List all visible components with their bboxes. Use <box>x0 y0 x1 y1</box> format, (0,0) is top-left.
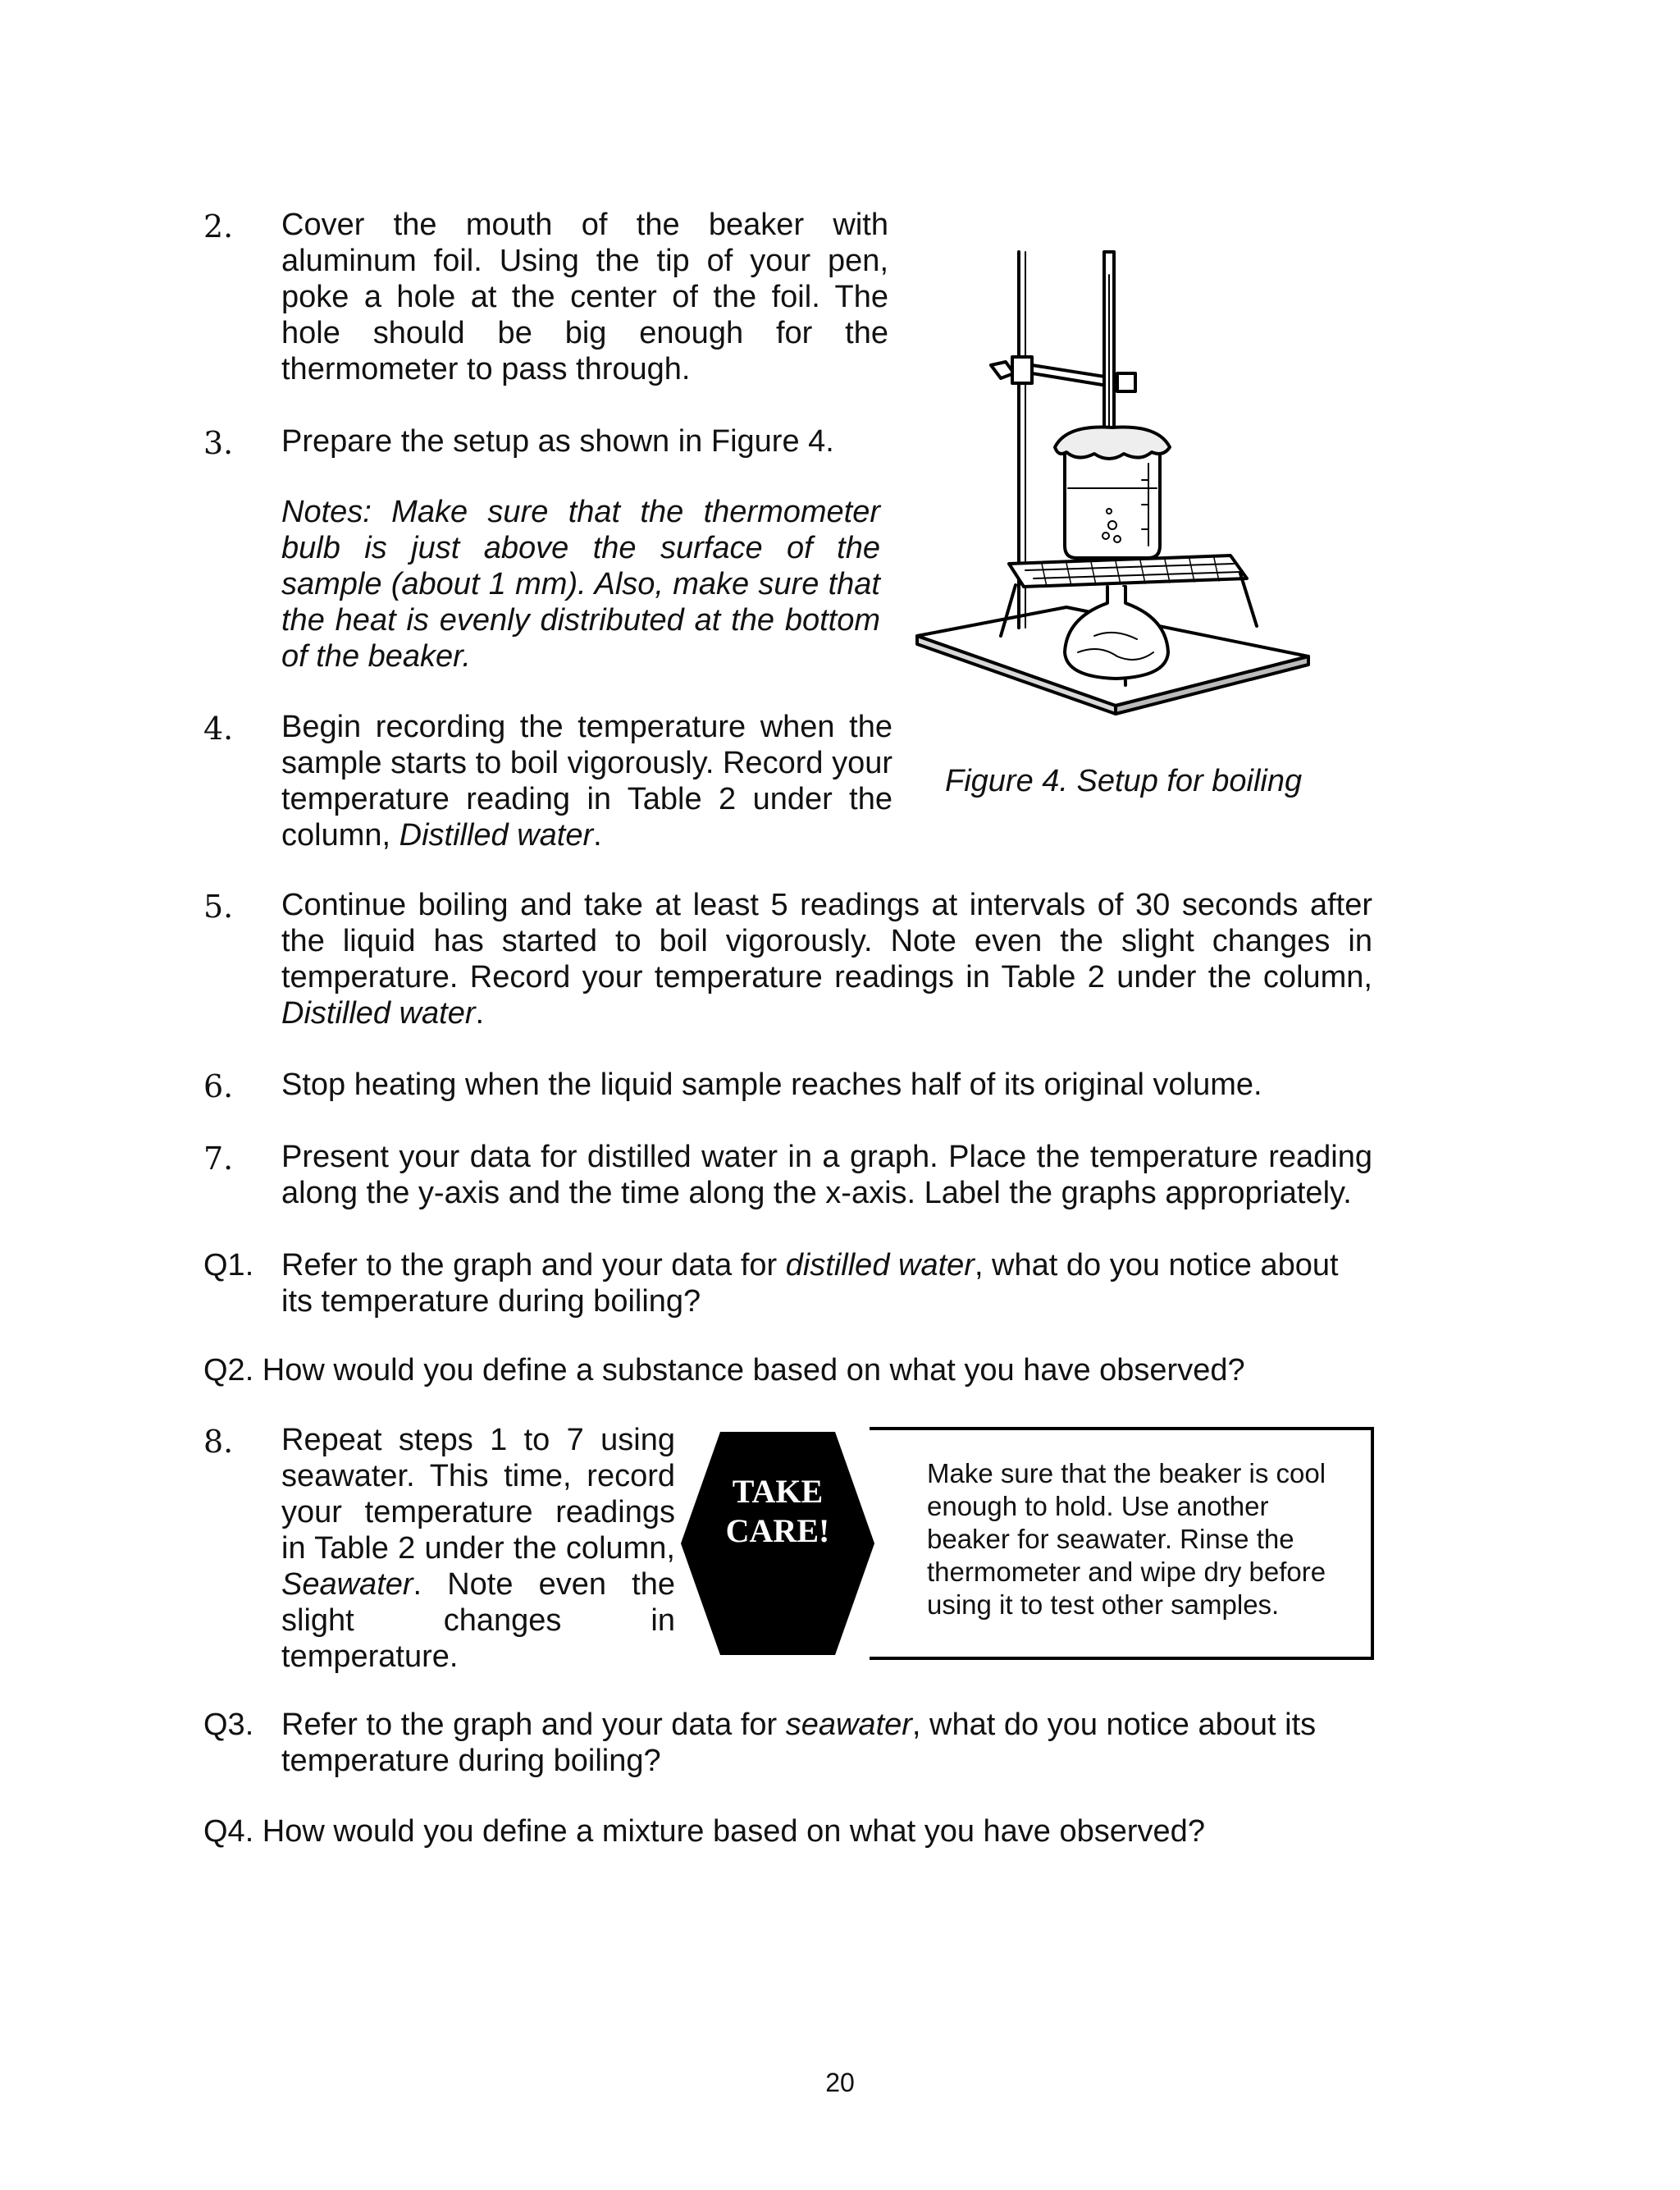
question-3-text: Refer to the graph and your data for seawater, what do you notice about its temperature during boiling? <box>281 1708 1317 1778</box>
boiling-setup-illustration <box>902 242 1329 718</box>
step-5-text: Continue boiling and take at least 5 readings at intervals of 30 seconds after the liquid has started to boil vigorously. Note even the slight changes in temperature. Record your temperature readings in Table 2 under the column, Distilled water. <box>281 888 1372 1031</box>
step-6-text: Stop heating when the liquid sample reaches half of its original volume. <box>281 1068 1262 1102</box>
step-2-text: Cover the mouth of the beaker with aluminum foil. Using the tip of your pen, poke a hole at the center of the foil. The hole should be big enough for the thermometer to pass through. <box>281 208 888 386</box>
question-1-text: Refer to the graph and your data for distilled water, what do you notice about its temperature during boiling? <box>281 1248 1339 1319</box>
step-8-text: Repeat steps 1 to 7 using seawater. This time, record your temperature readings in Table 2 under the column, Seawater. Note even the slight changes in temperature. <box>281 1423 675 1674</box>
step-3-text: Prepare the setup as shown in Figure 4. <box>281 424 834 459</box>
step-number: 3. <box>203 425 234 461</box>
step-7-text: Present your data for distilled water in a graph. Place the temperature reading along the y-axis and the time along the x-axis. Label the graphs appropriately. <box>281 1140 1372 1210</box>
take-care-title-line2: CARE! <box>725 1512 830 1549</box>
step-number: 2. <box>203 208 234 245</box>
figure-caption: Figure 4. Setup for boiling <box>945 764 1303 798</box>
question-label: Q3. <box>203 1708 254 1742</box>
question-4-text: Q4. How would you define a mixture based on what you have observed? <box>203 1814 1205 1849</box>
step-4-text: Begin recording the temperature when the sample starts to boil vigorously. Record your temperature reading in Table 2 under the column, Distilled water. <box>281 710 892 853</box>
question-label: Q1. <box>203 1248 254 1282</box>
take-care-title-line1: TAKE <box>732 1473 824 1510</box>
step-number: 5. <box>203 889 234 925</box>
question-2-text: Q2. How would you define a substance based on what you have observed? <box>203 1353 1245 1388</box>
step-number: 7. <box>203 1141 234 1177</box>
take-care-text: Make sure that the beaker is cool enough to hold. Use another beaker for seawater. Rinse the thermometer and wipe dry before using it to test other samples. <box>927 1458 1326 1620</box>
step-number: 8. <box>203 1424 234 1460</box>
take-care-badge <box>679 1430 876 1657</box>
step-number: 6. <box>203 1068 234 1104</box>
step-number: 4. <box>203 711 234 747</box>
step-3-notes: Notes: Make sure that the thermometer bulb is just above the surface of the sample (about 1 mm). Also, make sure that the heat is evenly distributed at the bottom of the beaker. <box>281 495 880 674</box>
page-number: 20 <box>825 2068 855 2097</box>
